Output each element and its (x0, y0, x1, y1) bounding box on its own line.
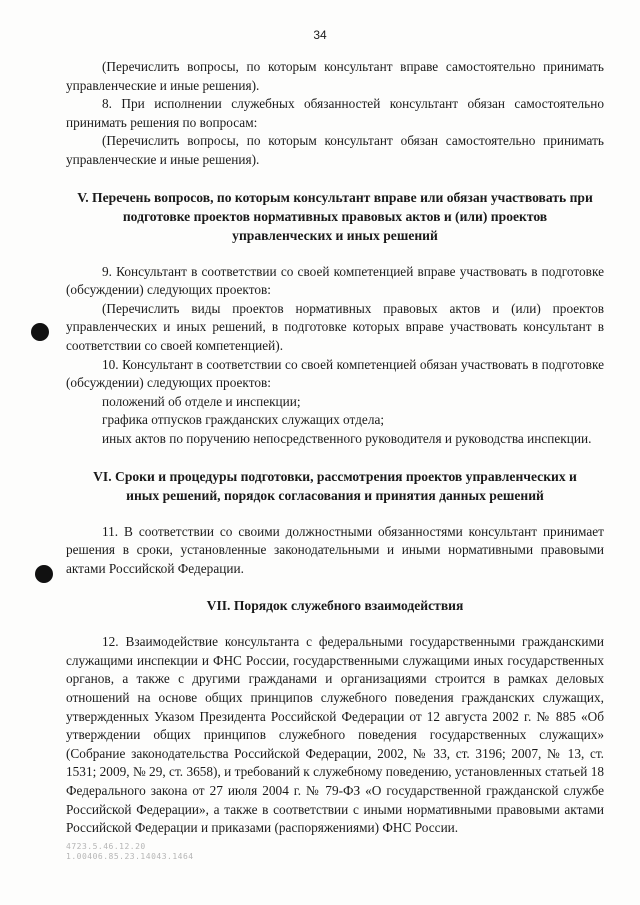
section-7-heading: VII. Порядок служебного взаимодействия (206, 598, 464, 614)
section-5-heading: V. Перечень вопросов, по которым консультант вправе или обязан участвовать при подготовке проектов нормативных правовых актов и (или) проектов управленческих и иных решений (77, 189, 593, 243)
document-body (66, 58, 604, 838)
stamp-line: 1.00406.85.23.14043.1464 (66, 852, 194, 861)
paragraph-item-8: 8. При исполнении служебных обязанностей консультант обязан самостоятельно принимать решения по вопросам: (66, 96, 604, 130)
list-item: графика отпусков гражданских служащих отдела; (102, 412, 385, 428)
paragraph-item-9: 9. Консультант в соответствии со своей компетенцией вправе участвовать в подготовке (обсуждении) следующих проектов: (66, 263, 604, 298)
paragraph-item-11: 11. В соответствии со своими должностными обязанностями консультант принимает решения в сроки, установленные законодательными и иными нормативными правовыми актами Российской Федерации. (66, 523, 604, 576)
registration-stamp (66, 842, 194, 862)
punch-hole-bottom (35, 565, 53, 583)
spacer (66, 170, 604, 188)
list-item: положений об отделе и инспекции; (102, 393, 301, 409)
spacer (66, 505, 604, 523)
stamp-line: 4723.5.46.12.20 (66, 842, 146, 851)
paragraph-duties-note: (Перечислить вопросы, по которым консультант обязан самостоятельно принимать управленческие и иные решения). (66, 133, 604, 167)
spacer (66, 449, 604, 467)
paragraph-rights-note: (Перечислить вопросы, по которым консультант вправе самостоятельно принимать управленческие и иные решения). (66, 59, 604, 93)
spacer (66, 245, 604, 263)
list-item: иных актов по поручению непосредственного руководителя и руководства инспекции. (102, 430, 592, 446)
spacer (66, 578, 604, 596)
paragraph-item-10: 10. Консультант в соответствии со своей компетенцией обязан участвовать в подготовке (обсуждении) следующих проектов: (66, 356, 604, 391)
section-6-heading: VI. Сроки и процедуры подготовки, рассмотрения проектов управленческих и иных решений, порядок согласования и принятия данных решений (93, 468, 577, 503)
page-number: 34 (313, 28, 327, 42)
paragraph-item-12: 12. Взаимодействие консультанта с федеральными государственными гражданскими служащими инспекции и ФНС России, государственными служащими иных государственных органов, а также с другими гражданами и организациями строится в рамках деловых отношений на основе общих принципов служебного поведения гражданских служащих, утвержденных Указом Президента Российской Федерации от 12 августа 2002 г. № 885 «Об утверждении общих принципов служебного поведения государственных служащих» (Собрание законодательства Российской Федерации, 2002, № 33, ст. 3196; 2007, № 13, ст. 1531; 2009, № 29, ст. 3658), и требований к служебному поведению, установленных статьей 18 Федерального закона от 27 июля 2004 г. № 79-ФЗ «О государственной гражданской службе Российской Федерации», а также в соответствии с иными нормативными правовыми актами Российской Федерации и приказами (распоряжениями) ФНС России. (66, 634, 604, 836)
spacer (66, 615, 604, 633)
paragraph-item-9-note: (Перечислить виды проектов нормативных правовых актов и (или) проектов управленческих и иных решений, в подготовке которых вправе участвовать консультант в соответствии со своей компетенцией). (66, 300, 604, 353)
punch-hole-top (31, 323, 49, 341)
